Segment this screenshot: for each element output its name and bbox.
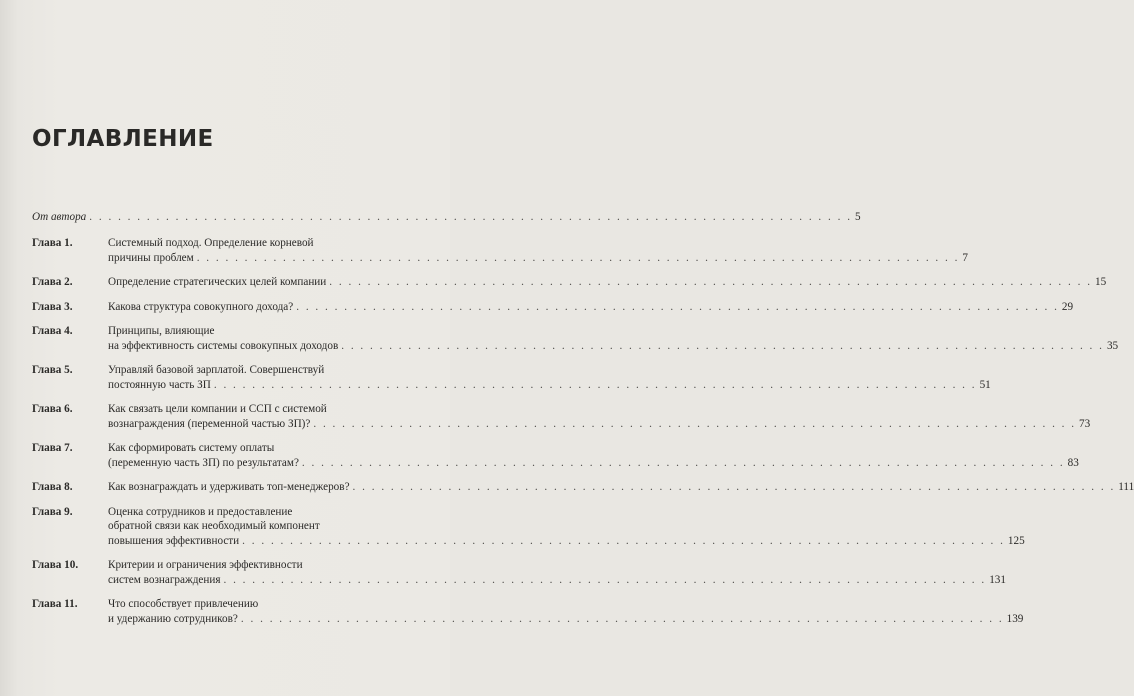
toc-dot-leader: . . . . . . . . . . . . . . . . . . . . . . . . . . . . . . . . . . . . . . . . . . . . . . . . . . . . . . . . . . . . . . . . . . . . . . . . . . . . . . . . bbox=[341, 339, 1104, 352]
toc-dot-leader: . . . . . . . . . . . . . . . . . . . . . . . . . . . . . . . . . . . . . . . . . . . . . . . . . . . . . . . . . . . . . . . . . . . . . . . . . . . . . . . . bbox=[223, 573, 987, 586]
toc-entry-title: и удержанию сотрудников? bbox=[108, 612, 238, 625]
chapter-number: Глава 2. bbox=[32, 276, 73, 288]
toc-dot-leader: . . . . . . . . . . . . . . . . . . . . . . . . . . . . . . . . . . . . . . . . . . . . . . . . . . . . . . . . . . . . . . . . . . . . . . . . . . . . . . . . bbox=[213, 378, 977, 391]
toc-page-number: 73 bbox=[1079, 417, 1091, 430]
toc-dot-leader: . . . . . . . . . . . . . . . . . . . . . . . . . . . . . . . . . . . . . . . . . . . . . . . . . . . . . . . . . . . . . . . . . . . . . . . . . . . . . . . . bbox=[89, 211, 852, 223]
toc-entry-title: Принципы, влияющие bbox=[108, 325, 215, 337]
chapter-number: Глава 11. bbox=[32, 598, 78, 610]
page-title: ОГЛАВЛЕНИЕ bbox=[32, 126, 214, 152]
toc-dot-leader: . . . . . . . . . . . . . . . . . . . . . . . . . . . . . . . . . . . . . . . . . . . . . . . . . . . . . . . . . . . . . . . . . . . . . . . . . . . . . . . . bbox=[196, 251, 960, 264]
toc-dot-leader: . . . . . . . . . . . . . . . . . . . . . . . . . . . . . . . . . . . . . . . . . . . . . . . . . . . . . . . . . . . . . . . . . . . . . . . . . . . . . . . . bbox=[296, 300, 1059, 313]
toc-dot-leader: . . . . . . . . . . . . . . . . . . . . . . . . . . . . . . . . . . . . . . . . . . . . . . . . . . . . . . . . . . . . . . . . . . . . . . . . . . . . . . . . bbox=[242, 534, 1005, 547]
toc-dot-leader: . . . . . . . . . . . . . . . . . . . . . . . . . . . . . . . . . . . . . . . . . . . . . . . . . . . . . . . . . . . . . . . . . . . . . . . . . . . . . . . . bbox=[329, 276, 1092, 288]
chapter-number: Глава 8. bbox=[32, 481, 73, 493]
toc-entry-title: Что способствует привлечению bbox=[108, 598, 259, 610]
toc-entry-title: повышения эффективности bbox=[108, 534, 240, 547]
chapter-number: Глава 4. bbox=[32, 325, 73, 337]
toc-page-number: 125 bbox=[1007, 534, 1025, 547]
toc-entry-title: постоянную часть ЗП bbox=[108, 378, 211, 391]
toc-page-number: 83 bbox=[1067, 456, 1079, 469]
toc-page-number: 5 bbox=[854, 211, 861, 223]
toc-entry-title: Как связать цели компании и ССП с системой bbox=[108, 403, 327, 415]
toc-entry-title: Оценка сотрудников и предоставление bbox=[108, 505, 293, 518]
chapter-number: Глава 1. bbox=[32, 237, 73, 249]
chapter-number: Глава 7. bbox=[32, 442, 73, 454]
toc-entry-title: обратной связи как необходимый компонент bbox=[108, 520, 320, 532]
toc-entry-title: систем вознаграждения bbox=[108, 573, 221, 586]
chapter-number: Глава 6. bbox=[32, 403, 73, 415]
toc-dot-leader: . . . . . . . . . . . . . . . . . . . . . . . . . . . . . . . . . . . . . . . . . . . . . . . . . . . . . . . . . . . . . . . . . . . . . . . . . . . . . . . . bbox=[313, 417, 1077, 430]
chapter-number: Глава 3. bbox=[32, 300, 73, 313]
toc-entry-title: вознаграждения (переменной частью ЗП)? bbox=[108, 417, 311, 430]
toc-entry-title: причины проблем bbox=[108, 251, 194, 264]
toc-page-number: 139 bbox=[1006, 612, 1024, 625]
toc-dot-leader: . . . . . . . . . . . . . . . . . . . . . . . . . . . . . . . . . . . . . . . . . . . . . . . . . . . . . . . . . . . . . . . . . . . . . . . . . . . . . . . . bbox=[301, 456, 1065, 469]
toc-entry-title: Системный подход. Определение корневой bbox=[108, 237, 314, 249]
toc-entry-title: на эффективность системы совокупных доходов bbox=[108, 339, 339, 352]
toc-entry-title: (переменную часть ЗП) по результатам? bbox=[108, 456, 299, 469]
toc-page-number: 51 bbox=[979, 378, 991, 391]
toc-page-number: 35 bbox=[1106, 339, 1119, 352]
chapter-number: Глава 5. bbox=[32, 364, 73, 376]
toc-entry-title: Критерии и ограничения эффективности bbox=[108, 559, 303, 571]
toc-entry-title: Как сформировать систему оплаты bbox=[108, 442, 275, 454]
toc-entry-title: Управляй базовой зарплатой. Совершенствуй bbox=[108, 364, 325, 376]
toc-entry-title: Определение стратегических целей компании bbox=[108, 276, 327, 288]
toc-dot-leader: . . . . . . . . . . . . . . . . . . . . . . . . . . . . . . . . . . . . . . . . . . . . . . . . . . . . . . . . . . . . . . . . . . . . . . . . . . . . . . . . bbox=[240, 612, 1004, 625]
chapter-number: Глава 9. bbox=[32, 505, 73, 518]
chapter-number: Глава 10. bbox=[32, 559, 79, 571]
toc-page-number: 29 bbox=[1061, 300, 1074, 313]
toc-entry-title: Как вознаграждать и удерживать топ-менеджеров? bbox=[108, 481, 350, 493]
toc-dot-leader: . . . . . . . . . . . . . . . . . . . . . . . . . . . . . . . . . . . . . . . . . . . . . . . . . . . . . . . . . . . . . . . . . . . . . . . . . . . . . . . . bbox=[352, 481, 1116, 493]
toc-page-number: 131 bbox=[989, 573, 1006, 586]
toc-page-number: 111 bbox=[1118, 481, 1134, 493]
toc-page-number: 7 bbox=[962, 251, 968, 264]
toc-entry-title: Какова структура совокупного дохода? bbox=[108, 300, 294, 313]
toc-page-number: 15 bbox=[1095, 276, 1107, 288]
toc-entry-title: От автора bbox=[32, 211, 87, 223]
